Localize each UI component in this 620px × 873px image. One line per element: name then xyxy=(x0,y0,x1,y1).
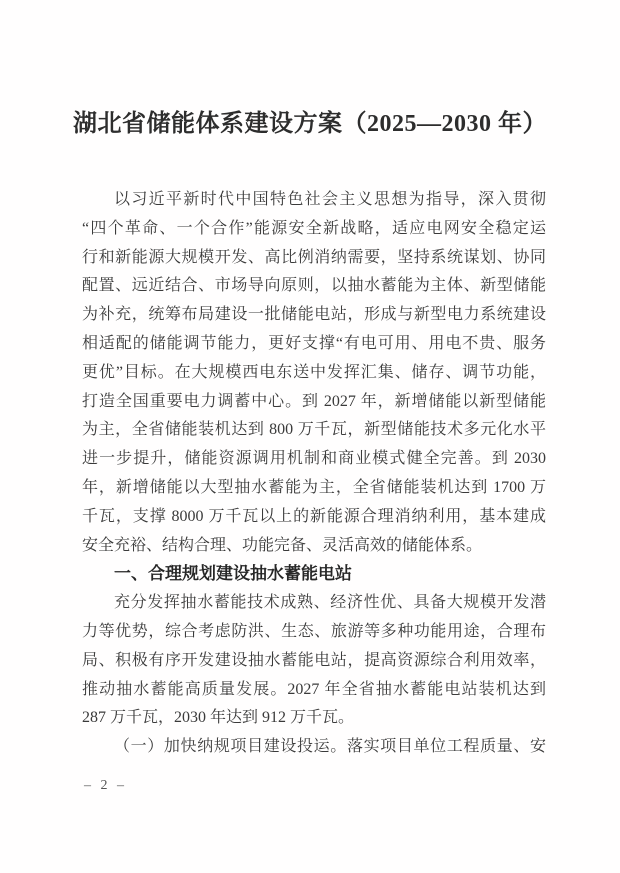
text-line: 力等优势，综合考虑防洪、生态、旅游等多种功能用途，合理布 xyxy=(82,622,546,640)
text-line: 相适配的储能调节能力，更好支撑“有电可用、用电不贵、服务 xyxy=(82,334,546,352)
text-line: 充分发挥抽水蓄能技术成熟、经济性优、具备大规模开发潜 xyxy=(114,594,546,612)
text-line: 推动抽水蓄能高质量发展。2027 年全省抽水蓄能电站装机达到 xyxy=(82,680,546,698)
text-line: 打造全国重要电力调蓄中心。到 2027 年，新增储能以新型储能 xyxy=(82,392,546,410)
document-body xyxy=(82,186,546,762)
text-line: 更优”目标。在大规模西电东送中发挥汇集、储存、调节功能， xyxy=(82,363,546,381)
section-heading: 一、合理规划建设抽水蓄能电站 xyxy=(114,564,352,584)
text-line: 为主，全省储能装机达到 800 万千瓦，新型储能技术多元化水平 xyxy=(82,421,546,439)
text-line: 进一步提升，储能资源调用机制和商业模式健全完善。到 2030 xyxy=(82,450,546,468)
text-line: （一）加快纳规项目建设投运。落实项目单位工程质量、安 xyxy=(114,738,546,756)
text-line: 局、积极有序开发建设抽水蓄能电站，提高资源综合利用效率， xyxy=(82,651,546,669)
text-line: 千瓦，支撑 8000 万千瓦以上的新能源合理消纳利用，基本建成 xyxy=(82,507,546,525)
document-title: 湖北省储能体系建设方案（2025—2030 年） xyxy=(73,111,547,137)
text-line: 年，新增储能以大型抽水蓄能为主，全省储能装机达到 1700 万 xyxy=(82,478,546,496)
page-number: – 2 – xyxy=(84,778,127,793)
text-line: 安全充裕、结构合理、功能完备、灵活高效的储能体系。 xyxy=(82,536,483,554)
text-line: “四个革命、一个合作”能源安全新战略，适应电网安全稳定运 xyxy=(82,219,546,237)
text-line: 配置、远近结合、市场导向原则，以抽水蓄能为主体、新型储能 xyxy=(82,277,546,295)
text-line: 行和新能源大规模开发、高比例消纳需要，坚持系统谋划、协同 xyxy=(82,248,546,266)
text-line: 以习近平新时代中国特色社会主义思想为指导，深入贯彻 xyxy=(114,191,546,208)
text-line: 287 万千瓦，2030 年达到 912 万千瓦。 xyxy=(82,709,355,727)
text-line: 为补充，统筹布局建设一批储能电站，形成与新型电力系统建设 xyxy=(82,306,546,324)
